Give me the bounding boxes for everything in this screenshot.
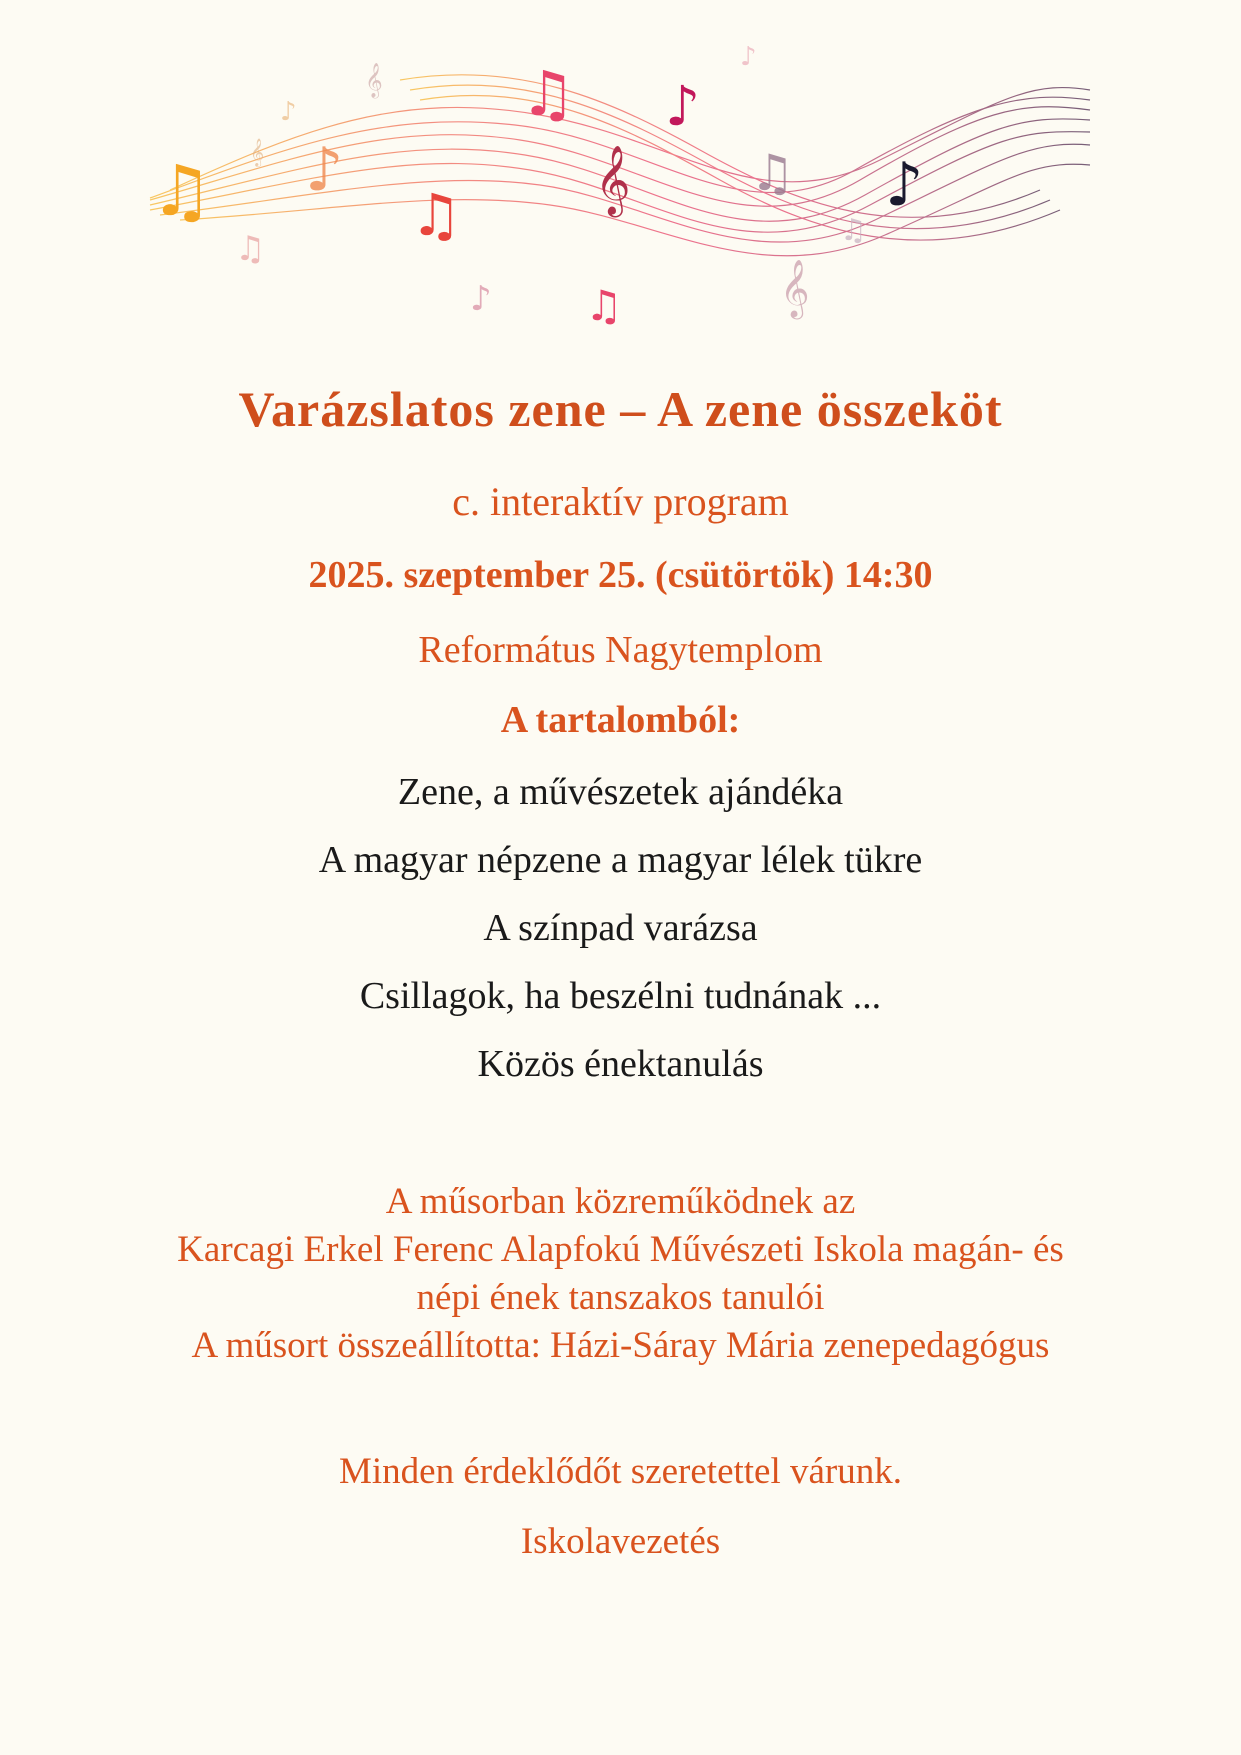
svg-text:𝄞: 𝄞: [595, 145, 631, 215]
svg-text:♪: ♪: [665, 74, 701, 138]
contents-item: Zene, a művészetek ajándéka: [397, 771, 844, 813]
svg-text:♪: ♪: [470, 279, 492, 319]
svg-text:♫: ♫: [840, 213, 867, 248]
svg-text:♫: ♫: [410, 181, 462, 249]
invitation-text: Minden érdeklődőt szeretettel várunk.: [338, 1451, 903, 1492]
svg-text:♫: ♫: [585, 281, 623, 330]
svg-text:𝄞: 𝄞: [780, 259, 810, 317]
program-subtitle: c. interaktív program: [452, 479, 789, 524]
svg-text:♫: ♫: [150, 150, 213, 232]
music-wave-banner: [140, 20, 1100, 350]
event-venue: Református Nagytemplom: [418, 629, 823, 671]
page-title: Varázslatos zene – A zene összeköt: [238, 381, 1003, 437]
svg-text:♪: ♪: [305, 135, 344, 205]
contents-item: Csillagok, ha beszélni tudnának ...: [359, 975, 882, 1017]
contents-item: A színpad varázsa: [483, 907, 758, 949]
svg-text:♪: ♪: [885, 150, 924, 220]
svg-text:♫: ♫: [750, 144, 795, 202]
contents-item: Közös énektanulás: [477, 1043, 764, 1085]
credits-line: Karcagi Erkel Ferenc Alapfokú Művészeti Iskola magán- és: [177, 1229, 1064, 1270]
contents-heading: A tartalomból:: [500, 699, 741, 741]
svg-text:♫: ♫: [520, 57, 576, 130]
svg-text:𝄞: 𝄞: [365, 63, 383, 98]
credits-line: népi ének tanszakos tanulói: [416, 1277, 825, 1318]
svg-text:♫: ♫: [235, 229, 266, 269]
contents-item: A magyar népzene a magyar lélek tükre: [318, 839, 923, 881]
svg-text:♪: ♪: [740, 42, 757, 72]
signature: Iskolavezetés: [520, 1521, 721, 1562]
svg-text:𝄞: 𝄞: [250, 138, 265, 166]
event-date: 2025. szeptember 25. (csütörtök) 14:30: [308, 554, 933, 596]
credits-line: A műsorban közreműködnek az: [385, 1181, 856, 1222]
svg-text:♪: ♪: [280, 97, 297, 127]
credits-line: A műsort összeállította: Házi-Sáray Mária zenepedagógus: [191, 1325, 1050, 1366]
